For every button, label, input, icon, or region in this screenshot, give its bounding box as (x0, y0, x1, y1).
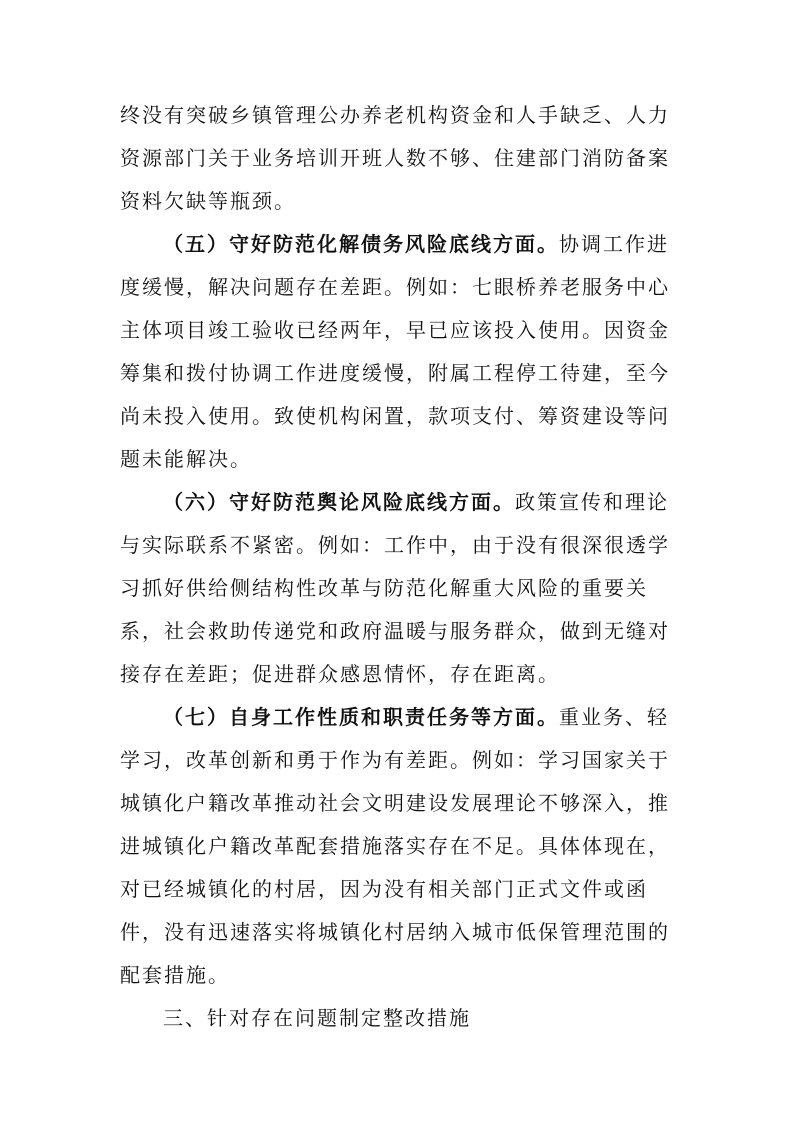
line-text: 接存在差距；促进群众感恩情怀，存在距离。 (120, 662, 560, 686)
paragraph-line (120, 654, 676, 694)
paragraph-line (120, 396, 676, 436)
paragraph-line (120, 95, 676, 135)
paragraph-line (120, 912, 676, 952)
line-text: 城镇化户籍改革推动社会文明建设发展理论不够深入，推 (120, 791, 670, 815)
paragraph-line (120, 181, 676, 221)
line-text: 件，没有迅速落实将城镇化村居纳入城市低保管理范围的 (120, 920, 670, 944)
section-heading-5: （五）守好防范化解债务风险底线方面。 (163, 232, 559, 256)
paragraph-line (120, 568, 676, 608)
paragraph-line (120, 783, 676, 823)
line-text: 尚未投入使用。致使机构闲置，款项支付、筹资建设等问 (120, 404, 670, 428)
line-text: 筹集和拨付协调工作进度缓慢，附属工程停工待建，至今 (120, 361, 670, 385)
line-text: 重业务、轻 (559, 705, 669, 729)
paragraph-line (120, 740, 676, 780)
paragraph-line (120, 267, 676, 307)
paragraph-line (120, 439, 676, 479)
section-heading-7: （七）自身工作性质和职责任务等方面。 (163, 705, 559, 729)
section-heading-3: 三、针对存在问题制定整改措施 (163, 1006, 471, 1030)
paragraph-line (120, 955, 676, 995)
line-text: 资料欠缺等瓶颈。 (120, 189, 296, 213)
paragraph-line (120, 869, 676, 909)
line-text: 主体项目竣工验收已经两年，早已应该投入使用。因资金 (120, 318, 670, 342)
line-text: 学习，改革创新和勇于作为有差距。例如：学习国家关于 (120, 748, 670, 772)
line-text: 对已经城镇化的村居，因为没有相关部门正式文件或函 (120, 877, 648, 901)
paragraph-line (120, 138, 676, 178)
paragraph-heading-line (163, 697, 676, 737)
line-text: 题未能解决。 (120, 447, 252, 471)
paragraph-line (120, 353, 676, 393)
paragraph-line (120, 310, 676, 350)
line-text: 度缓慢，解决问题存在差距。例如：七眼桥养老服务中心 (120, 275, 670, 299)
line-text: 资源部门关于业务培训开班人数不够、住建部门消防备案 (120, 146, 670, 170)
line-text: 进城镇化户籍改革配套措施落实存在不足。具体体现在， (120, 834, 670, 858)
line-text: 系，社会救助传递党和政府温暖与服务群众，做到无缝对 (120, 619, 670, 643)
section-heading-line (163, 998, 676, 1038)
line-text: 与实际联系不紧密。例如：工作中，由于没有很深很透学 (120, 533, 670, 557)
line-text: 终没有突破乡镇管理公办养老机构资金和人手缺乏、人力 (120, 103, 670, 127)
line-text: 政策宣传和理论 (515, 490, 669, 514)
line-text: 习抓好供给侧结构性改革与防范化解重大风险的重要关 (120, 576, 648, 600)
paragraph-heading-line (163, 224, 676, 264)
section-heading-6: （六）守好防范舆论风险底线方面。 (163, 490, 515, 514)
line-text: 协调工作进 (559, 232, 669, 256)
paragraph-line (120, 611, 676, 651)
paragraph-line (120, 826, 676, 866)
line-text: 配套措施。 (120, 963, 230, 987)
paragraph-heading-line (163, 482, 676, 522)
paragraph-line (120, 525, 676, 565)
